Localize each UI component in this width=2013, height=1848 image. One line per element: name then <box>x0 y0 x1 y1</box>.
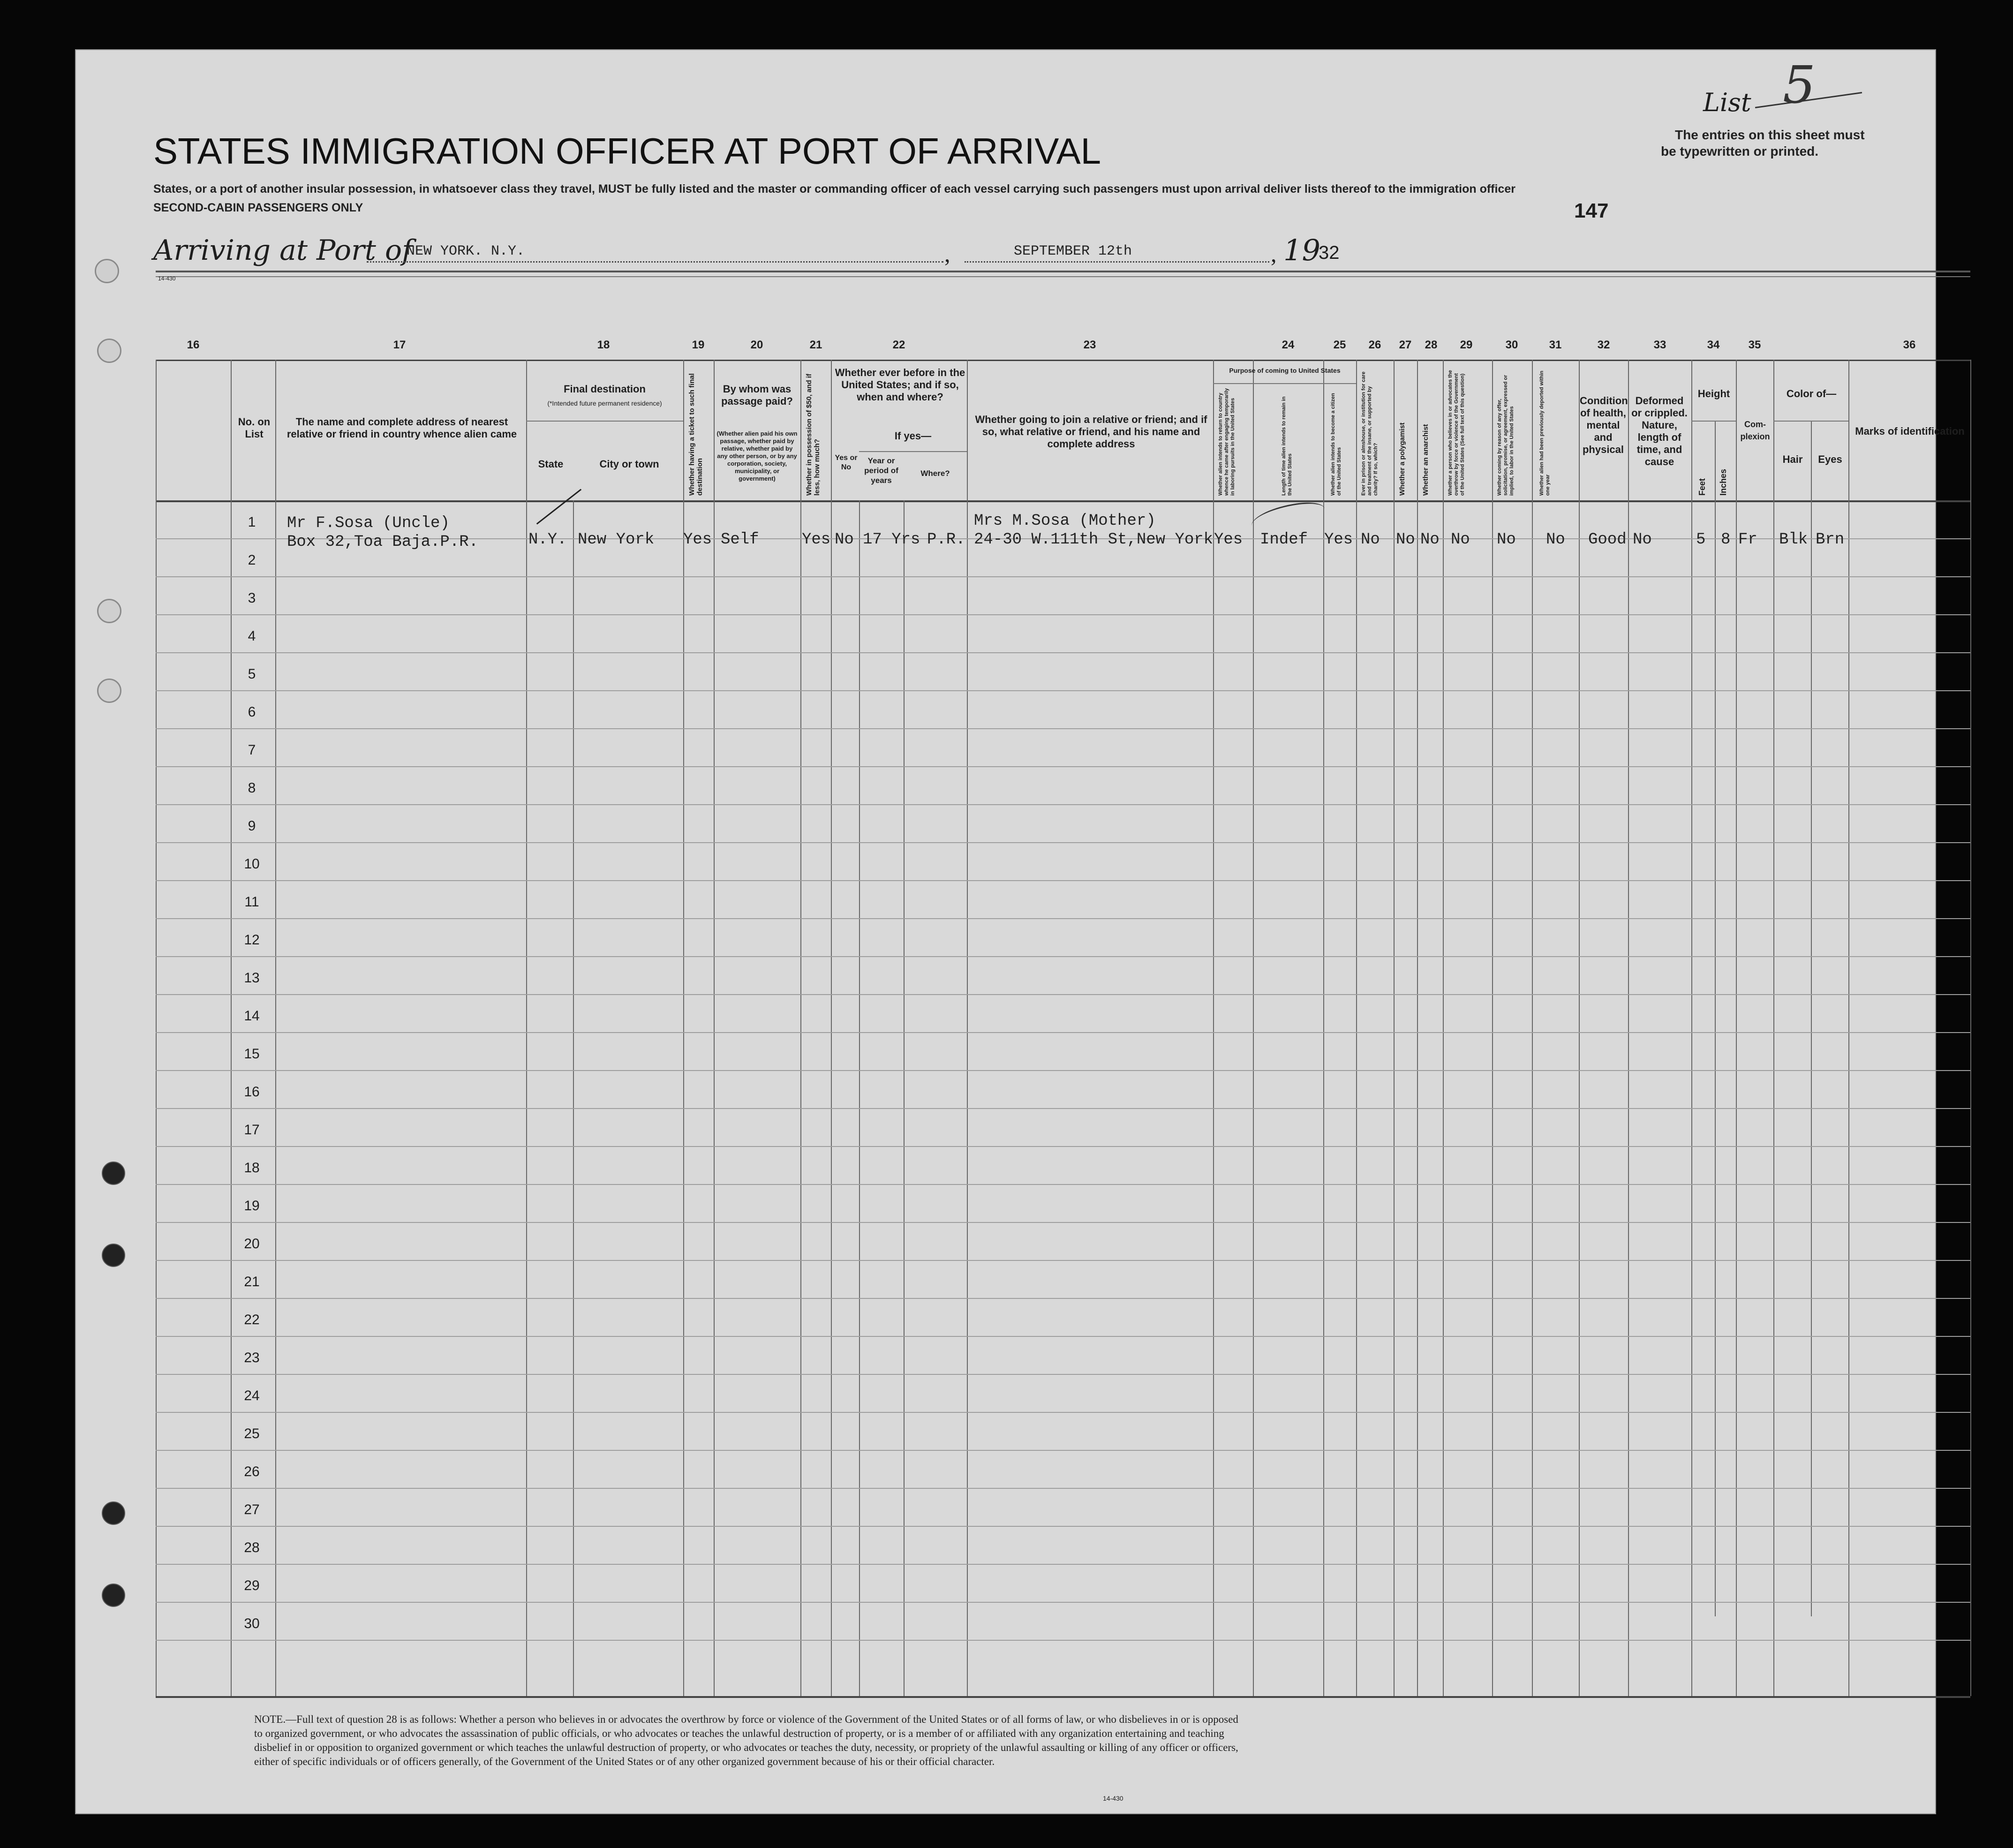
row-line <box>156 804 1970 805</box>
column-number: 35 <box>1748 339 1761 351</box>
port-line <box>367 261 943 263</box>
binder-hole <box>95 259 119 283</box>
col-border <box>1417 360 1418 1696</box>
page-title: STATES IMMIGRATION OFFICER AT PORT OF ARRIVAL <box>153 130 1101 172</box>
subheader-rule <box>526 421 683 422</box>
header-purpose-citizen: Whether alien intends to become a citizen of the United States <box>1330 393 1342 496</box>
column-number: 21 <box>809 339 822 351</box>
col-border <box>859 500 860 1696</box>
row-line <box>156 1488 1970 1489</box>
header-prison: Ever in prison or almshouse, or institution for care and treatment of the insane, or supported by charity? If so, which? <box>1361 371 1379 496</box>
col-border <box>1394 360 1395 1696</box>
class-note: SECOND-CABIN PASSENGERS ONLY <box>153 201 363 214</box>
entry-health: Good <box>1588 531 1627 549</box>
entry-relative-line1: Mr F.Sosa (Uncle) <box>287 514 450 532</box>
header-before-us: Whether ever before in the United States; and if so, when and where? <box>835 367 965 403</box>
row-number: 23 <box>244 1350 260 1365</box>
row-line <box>156 766 1970 767</box>
entry-anarchist: No <box>1420 531 1440 549</box>
header-polygamist: Whether a polygamist <box>1398 422 1406 496</box>
entry-joining-line2: 24-30 W.111th St,New York <box>974 531 1214 549</box>
row-line <box>156 728 1970 729</box>
column-number: 19 <box>692 339 705 351</box>
binder-hole <box>102 1162 125 1185</box>
entry-q30: No <box>1546 531 1565 549</box>
col-border <box>1323 360 1324 1696</box>
column-number: 23 <box>1083 339 1096 351</box>
year-prefix: 19 <box>1283 233 1320 267</box>
row-line <box>156 1564 1970 1565</box>
entry-q29: No <box>1497 531 1516 549</box>
entry-q28: No <box>1451 531 1470 549</box>
column-number: 32 <box>1597 339 1610 351</box>
header-no-on-list: No. on List <box>238 416 271 440</box>
row-line <box>156 1298 1970 1299</box>
header-paid-by: By whom was passage paid? <box>721 383 793 407</box>
row-line <box>156 1526 1970 1527</box>
header-inches: Inches <box>1719 468 1728 496</box>
header-q30: Whether alien had been previously deported within one year <box>1539 370 1551 496</box>
row-number: 14 <box>244 1008 260 1024</box>
form-code-top: 14-430 <box>158 275 176 282</box>
col-border <box>1356 360 1357 1696</box>
row-line <box>156 1640 1970 1641</box>
row-number: 27 <box>244 1502 260 1517</box>
col-border <box>1628 360 1629 1696</box>
col-border <box>1715 421 1716 1616</box>
list-label: List <box>1703 88 1751 117</box>
entry-purpose-length: Indef <box>1260 531 1308 549</box>
row-number: 4 <box>248 628 256 644</box>
row-number: 26 <box>244 1464 260 1479</box>
col-border <box>275 360 276 1696</box>
header-hair: Hair <box>1782 453 1803 465</box>
subheader-rule <box>859 451 967 452</box>
entry-joining-line1: Mrs M.Sosa (Mother) <box>974 512 1156 530</box>
col-border <box>714 360 715 1696</box>
row-line <box>156 614 1970 615</box>
entry-purpose-return: Yes <box>1214 531 1243 549</box>
col-border <box>526 360 527 1696</box>
header-state: State <box>538 458 564 470</box>
row-number: 18 <box>244 1160 260 1176</box>
row-line <box>156 576 1970 577</box>
row-number: 21 <box>244 1274 260 1290</box>
row-line <box>156 1184 1970 1185</box>
row-line <box>156 994 1970 995</box>
entry-complexion: Fr <box>1738 531 1757 549</box>
row-line <box>156 842 1970 843</box>
row-line <box>156 1146 1970 1147</box>
header-bottom-rule <box>156 500 1970 502</box>
table-top-rule <box>156 360 1970 361</box>
entry-paid-by: Self <box>721 531 759 549</box>
header-purpose-return: Whether alien intends to return to country whence he came after engaging temporarily in laboring pursuits in the United States <box>1218 388 1236 496</box>
date-line <box>965 261 1269 263</box>
row-line <box>156 690 1970 691</box>
binder-hole <box>97 599 121 623</box>
col-border <box>1253 360 1254 1696</box>
footer-form-code: 14-430 <box>1103 1795 1123 1802</box>
header-joining: Whether going to join a relative or friend; and if so, what relative or friend, and his name and complete address <box>975 414 1207 450</box>
header-health: Condition of health, mental and physical <box>1580 395 1628 455</box>
entry-relative-line2: Box 32,Toa Baja.P.R. <box>287 533 479 551</box>
header-purpose: Purpose of coming to United States <box>1229 367 1341 374</box>
header-relative: The name and complete address of nearest relative or friend in country whence alien came <box>286 416 517 440</box>
arriving-label: Arriving at Port of <box>153 234 413 267</box>
col-border <box>1970 360 1971 1696</box>
column-number: 36 <box>1903 339 1916 351</box>
row-number: 3 <box>248 590 256 606</box>
col-border <box>1532 360 1533 1696</box>
entry-inches: 8 <box>1721 531 1731 549</box>
binder-hole <box>97 679 121 703</box>
col-border <box>683 360 684 1696</box>
binder-hole <box>102 1244 125 1267</box>
entry-prison: No <box>1361 531 1380 549</box>
col-border <box>573 500 574 1696</box>
header-city: City or town <box>599 458 659 470</box>
row-number: 30 <box>244 1616 260 1631</box>
row-number: 25 <box>244 1426 260 1441</box>
subheader-rule <box>1773 421 1848 422</box>
row-line <box>156 1070 1970 1071</box>
entry-city: New York <box>578 531 655 549</box>
entry-before: No <box>835 531 854 549</box>
subheader-rule <box>1213 383 1356 384</box>
comma-2: , <box>1271 241 1277 267</box>
col-border <box>904 500 905 1696</box>
column-number: 25 <box>1333 339 1346 351</box>
row-number: 12 <box>244 932 260 948</box>
row-number: 22 <box>244 1312 260 1328</box>
column-number: 30 <box>1505 339 1518 351</box>
header-eyes: Eyes <box>1818 453 1842 465</box>
entry-feet: 5 <box>1696 531 1706 549</box>
row-number: 9 <box>248 818 256 834</box>
manifest-sheet <box>75 49 1965 1814</box>
row-number: 2 <box>248 552 256 568</box>
row-line <box>156 1222 1970 1223</box>
col-border <box>1736 360 1737 1696</box>
row-line <box>156 1108 1970 1109</box>
header-anarchist: Whether an anarchist <box>1422 424 1430 496</box>
column-number: 22 <box>892 339 905 351</box>
col-border <box>1773 360 1774 1696</box>
col-border <box>1811 421 1812 1616</box>
header-rule-top <box>156 271 1970 272</box>
subheader-rule <box>1691 421 1736 422</box>
check-stroke <box>536 489 581 524</box>
header-if-yes: If yes— <box>894 430 932 442</box>
row-number: 17 <box>244 1122 260 1138</box>
row-line <box>156 1336 1970 1337</box>
header-purpose-length: Length of time alien intends to remain in the United States <box>1281 396 1293 496</box>
header-fifty-dollars: Whether in possession of $50, and if less, how much? <box>805 373 821 496</box>
comma-1: , <box>944 241 950 267</box>
header-marks: Marks of identification <box>1855 425 1965 437</box>
footer-note: NOTE.—Full text of question 28 is as follows: Whether a person who believes in or advocates the overthrow by force or violence of the Government of the United States or of all forms of law, or who disbelieves in or is opposed to organized government, or who advocates the assassination of public officials, or who advocates or teaches the unlawful destruction of property, or is a member of or affiliated with any organization entertaining and teaching disbelief in or opposition to organized government or which teaches the unlawful destruction of property, or who advocates or teaches the duty, necessity, or propriety of the unlawful assaulting or killing of any officer or officers, either of specific individuals or of officers generally, of the Government of the United States or of any other organized government because of his or their official character. <box>254 1713 1238 1767</box>
row-line <box>156 1450 1970 1451</box>
row-number: 5 <box>248 666 256 682</box>
table-bottom-rule <box>156 1696 1970 1698</box>
column-number: 26 <box>1368 339 1381 351</box>
col-border <box>831 360 832 1696</box>
row-number: 15 <box>244 1046 260 1062</box>
header-final-destination: Final destination <box>564 383 646 395</box>
col-border <box>1213 360 1214 1696</box>
row-number: 7 <box>248 742 256 758</box>
col-border <box>1579 360 1580 1696</box>
row-line <box>156 880 1970 881</box>
entry-where: P.R. <box>927 531 965 549</box>
row-number: 10 <box>244 856 260 872</box>
col-border <box>1443 360 1444 1696</box>
stamp-number: 147 <box>1574 199 1609 222</box>
entry-fifty: Yes <box>802 531 831 549</box>
header-height: Height <box>1697 388 1730 400</box>
header-complexion: Com-plexion <box>1740 420 1770 441</box>
header-feet: Feet <box>1697 478 1707 496</box>
column-number: 20 <box>750 339 763 351</box>
row-number: 13 <box>244 970 260 986</box>
port-value: NEW YORK. N.Y. <box>407 243 525 259</box>
column-number: 17 <box>393 339 406 351</box>
header-rule-second <box>156 276 1970 277</box>
entry-state: N.Y. <box>528 531 567 549</box>
column-number: 28 <box>1425 339 1438 351</box>
column-number: 24 <box>1282 339 1295 351</box>
column-number: 27 <box>1399 339 1412 351</box>
binder-hole <box>97 339 121 363</box>
entries-note-1: The entries on this sheet must <box>1675 128 1865 142</box>
row-number: 19 <box>244 1198 260 1214</box>
header-years: Year or period of years <box>864 456 898 485</box>
row-line <box>156 1602 1970 1603</box>
row-line <box>156 918 1970 919</box>
header-ticket: Whether having a ticket to such final destination <box>688 373 704 496</box>
manifest-table <box>156 339 1970 1696</box>
binder-hole <box>102 1501 125 1525</box>
row-line <box>156 1412 1970 1413</box>
entry-purpose-citizen: Yes <box>1324 531 1353 549</box>
entry-eyes: Brn <box>1816 531 1845 549</box>
col-border <box>1848 360 1849 1696</box>
entry-years: 17 Yrs <box>863 531 920 549</box>
list-number: 5 <box>1783 55 1816 115</box>
column-number: 18 <box>597 339 610 351</box>
entries-note-2: be typewritten or printed. <box>1661 144 1819 158</box>
entry-ticket: Yes <box>683 531 712 549</box>
row-number: 1 <box>248 514 256 530</box>
column-number: 16 <box>187 339 200 351</box>
year-suffix: 32 <box>1319 242 1340 263</box>
col-border <box>156 360 157 1696</box>
row-number: 11 <box>244 894 259 910</box>
header-yes-no: Yes or No <box>835 454 858 471</box>
row-line <box>156 956 1970 957</box>
column-number: 29 <box>1460 339 1473 351</box>
header-where: Where? <box>920 469 950 478</box>
row-number: 16 <box>244 1084 260 1100</box>
header-deformed: Deformed or crippled. Nature, length of time, and cause <box>1631 395 1688 468</box>
row-number: 20 <box>244 1236 260 1252</box>
row-number: 29 <box>244 1578 260 1593</box>
col-border <box>800 360 801 1696</box>
header-q28: Whether a person who believes in or advocates the overthrow by force or violence of the Government of the United States (See full text of this question) <box>1448 370 1465 496</box>
column-number: 34 <box>1707 339 1720 351</box>
column-number: 31 <box>1549 339 1562 351</box>
row-line <box>156 1032 1970 1033</box>
entry-polygamist: No <box>1396 531 1415 549</box>
row-number: 24 <box>244 1388 260 1403</box>
row-number: 8 <box>248 780 256 796</box>
row-number: 28 <box>244 1540 260 1555</box>
row-number: 6 <box>248 704 256 720</box>
header-q29: Whether coming by reason of any offer, solicitation, promise, or agreement, expressed or implied, to labor in the United States <box>1497 375 1515 496</box>
entry-deformed: No <box>1633 531 1652 549</box>
date-value: SEPTEMBER 12th <box>1014 243 1132 259</box>
column-number: 33 <box>1653 339 1666 351</box>
row-line <box>156 1374 1970 1375</box>
header-paid-by-note: (Whether alien paid his own passage, whether paid by relative, whether paid by any other person, or by any corporation, society, municipality, or government) <box>716 430 798 482</box>
header-final-destination-note: (*Intended future permanent residence) <box>547 400 662 407</box>
col-border <box>967 360 968 1696</box>
entry-hair: Blk <box>1779 531 1808 549</box>
col-border <box>1691 360 1692 1696</box>
row-line <box>156 652 1970 653</box>
col-border <box>1492 360 1493 1696</box>
subtitle: States, or a port of another insular possession, in whatsoever class they travel, MUST be fully listed and the master or commanding officer of each vessel carrying such passengers must upon arrival deliver lists thereof to the immigration officer <box>153 182 1515 196</box>
binder-hole <box>102 1584 125 1607</box>
row-line <box>156 1260 1970 1261</box>
header-color: Color of— <box>1786 388 1837 400</box>
